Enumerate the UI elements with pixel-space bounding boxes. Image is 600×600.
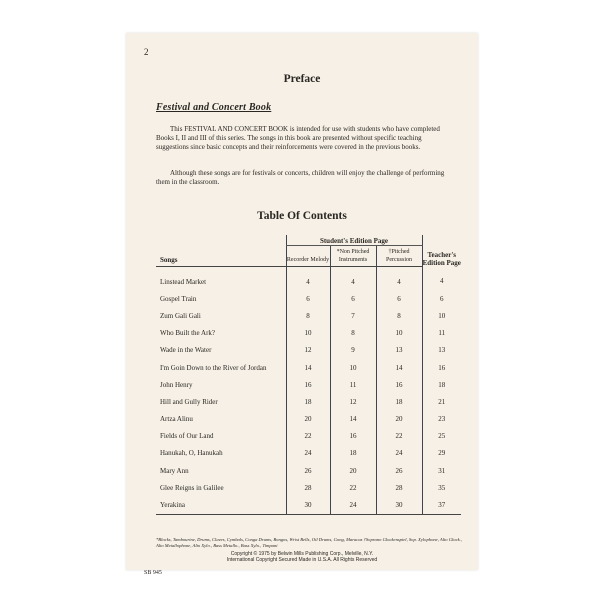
- instrument-footnote: *Blocks, Tambourine, Drums, Claves, Cymbals, Conga Drums, Bongos, Wrist Bells, Oil Drums, Gong, Maracas †Soprano Glockenspiel, Sop. Xylophone, Alto Glock., Alto Metallophone, Alto Xylo., Bass Metallo., Bass Xylo., Timpani: [156, 537, 462, 548]
- non-pitched-page: 14: [330, 411, 376, 428]
- teacher-page: 25: [422, 428, 461, 445]
- non-pitched-page: 24: [330, 496, 376, 514]
- teacher-page: 35: [422, 479, 461, 496]
- teacher-page: 11: [422, 325, 461, 342]
- non-pitched-page: 22: [330, 479, 376, 496]
- non-pitched-page: 12: [330, 393, 376, 410]
- table-of-contents: [156, 235, 461, 515]
- teacher-page: 18: [422, 376, 461, 393]
- teacher-page: 6: [422, 290, 461, 307]
- teacher-page: 31: [422, 462, 461, 479]
- teacher-page: 16: [422, 359, 461, 376]
- table-row: [156, 376, 461, 393]
- recorder-page: 12: [286, 342, 330, 359]
- song-title: Who Built the Ark?: [160, 329, 216, 338]
- song-title: Hanukah, O, Hanukah: [160, 449, 223, 458]
- page-number: 2: [144, 47, 149, 57]
- teacher-page: 10: [422, 307, 461, 324]
- recorder-page: 18: [286, 393, 330, 410]
- table-row: [156, 290, 461, 307]
- table-row: [156, 428, 461, 445]
- copyright-line: Copyright © 1975 by Belwin Mills Publishing Corp., Melville, N.Y.: [230, 551, 374, 557]
- table-row: [156, 359, 461, 376]
- preface-paragraph-1: This FESTIVAL AND CONCERT BOOK is intended for use with students who have completed Books I, II and III of this series. The songs in this book are presented without specific teaching suggestions since basic concepts and their reinforcements were covered in the previous books.: [156, 125, 440, 151]
- recorder-page: 26: [286, 462, 330, 479]
- non-pitched-page: 9: [330, 342, 376, 359]
- catalog-number: SB 945: [144, 570, 162, 576]
- pitched-page: 18: [376, 393, 422, 410]
- pitched-page: 22: [376, 428, 422, 445]
- recorder-page: 10: [286, 325, 330, 342]
- pitched-page: 14: [376, 359, 422, 376]
- table-row: [156, 342, 461, 359]
- non-pitched-page: 4: [330, 267, 376, 291]
- songs-column-header: Songs: [156, 246, 286, 267]
- song-title: Gospel Train: [160, 294, 197, 303]
- pitched-page: 4: [376, 267, 422, 291]
- student-edition-header: Student's Edition Page: [286, 235, 422, 246]
- table-row: [156, 445, 461, 462]
- song-title: Fields of Our Land: [160, 432, 214, 441]
- song-title: Mary Ann: [160, 466, 189, 475]
- table-row: [156, 325, 461, 342]
- preface-title: Preface: [283, 73, 321, 85]
- teacher-edition-header: Teacher's Edition Page: [422, 235, 461, 267]
- pitched-page: 28: [376, 479, 422, 496]
- recorder-page: 28: [286, 479, 330, 496]
- table-row: [156, 496, 461, 514]
- pitched-column-header: †Pitched Percussion: [376, 246, 422, 267]
- teacher-page: 21: [422, 393, 461, 410]
- pitched-page: 26: [376, 462, 422, 479]
- teacher-page: 13: [422, 342, 461, 359]
- pitched-page: 13: [376, 342, 422, 359]
- recorder-page: 30: [286, 496, 330, 514]
- pitched-page: 16: [376, 376, 422, 393]
- song-title: I'm Goin Down to the River of Jordan: [160, 363, 267, 372]
- song-title: Linstead Market: [160, 277, 207, 286]
- table-row: [156, 479, 461, 496]
- recorder-column-header: Recorder Melody: [286, 246, 330, 267]
- recorder-page: 24: [286, 445, 330, 462]
- song-title: John Henry: [160, 380, 193, 389]
- table-row: [156, 267, 461, 291]
- recorder-page: 22: [286, 428, 330, 445]
- recorder-page: 20: [286, 411, 330, 428]
- song-title: Wade in the Water: [160, 346, 212, 355]
- table-row: [156, 307, 461, 324]
- song-title: Hill and Gully Rider: [160, 397, 218, 406]
- book-page: [126, 33, 478, 576]
- toc-title: Table Of Contents: [257, 210, 347, 222]
- table-row: [156, 411, 461, 428]
- non-pitched-page: 20: [330, 462, 376, 479]
- non-pitched-page: 16: [330, 428, 376, 445]
- recorder-page: 4: [286, 267, 330, 291]
- header-spacer: [156, 235, 286, 246]
- non-pitched-page: 10: [330, 359, 376, 376]
- section-heading: Festival and Concert Book: [156, 102, 272, 113]
- song-title: Zum Gali Gali: [160, 311, 201, 320]
- preface-paragraph-2: Although these songs are for festivals or concerts, children will enjoy the challenge of performing them in the classroom.: [156, 169, 445, 186]
- non-pitched-page: 7: [330, 307, 376, 324]
- recorder-page: 16: [286, 376, 330, 393]
- pitched-page: 6: [376, 290, 422, 307]
- song-title: Yerakina: [156, 496, 286, 514]
- teacher-page: 37: [422, 496, 461, 514]
- pitched-page: 10: [376, 325, 422, 342]
- pitched-page: 8: [376, 307, 422, 324]
- non-pitched-page: 6: [330, 290, 376, 307]
- non-pitched-page: 8: [330, 325, 376, 342]
- non-pitched-page: 11: [330, 376, 376, 393]
- table-row: [156, 462, 461, 479]
- recorder-page: 6: [286, 290, 330, 307]
- teacher-page: 4: [422, 267, 461, 291]
- song-title: Artza Alinu: [160, 415, 193, 424]
- non-pitched-page: 18: [330, 445, 376, 462]
- pitched-page: 30: [376, 496, 422, 514]
- pitched-page: 20: [376, 411, 422, 428]
- song-title: Glee Reigns in Galilee: [160, 483, 224, 492]
- non-pitched-column-header: *Non Pitched Instruments: [330, 246, 376, 267]
- recorder-page: 8: [286, 307, 330, 324]
- table-row: [156, 393, 461, 410]
- pitched-page: 24: [376, 445, 422, 462]
- rights-line: International Copyright Secured Made in U.S.A. All Rights Reserved: [226, 557, 378, 563]
- toc-body: [156, 267, 461, 515]
- teacher-page: 23: [422, 411, 461, 428]
- recorder-page: 14: [286, 359, 330, 376]
- teacher-page: 29: [422, 445, 461, 462]
